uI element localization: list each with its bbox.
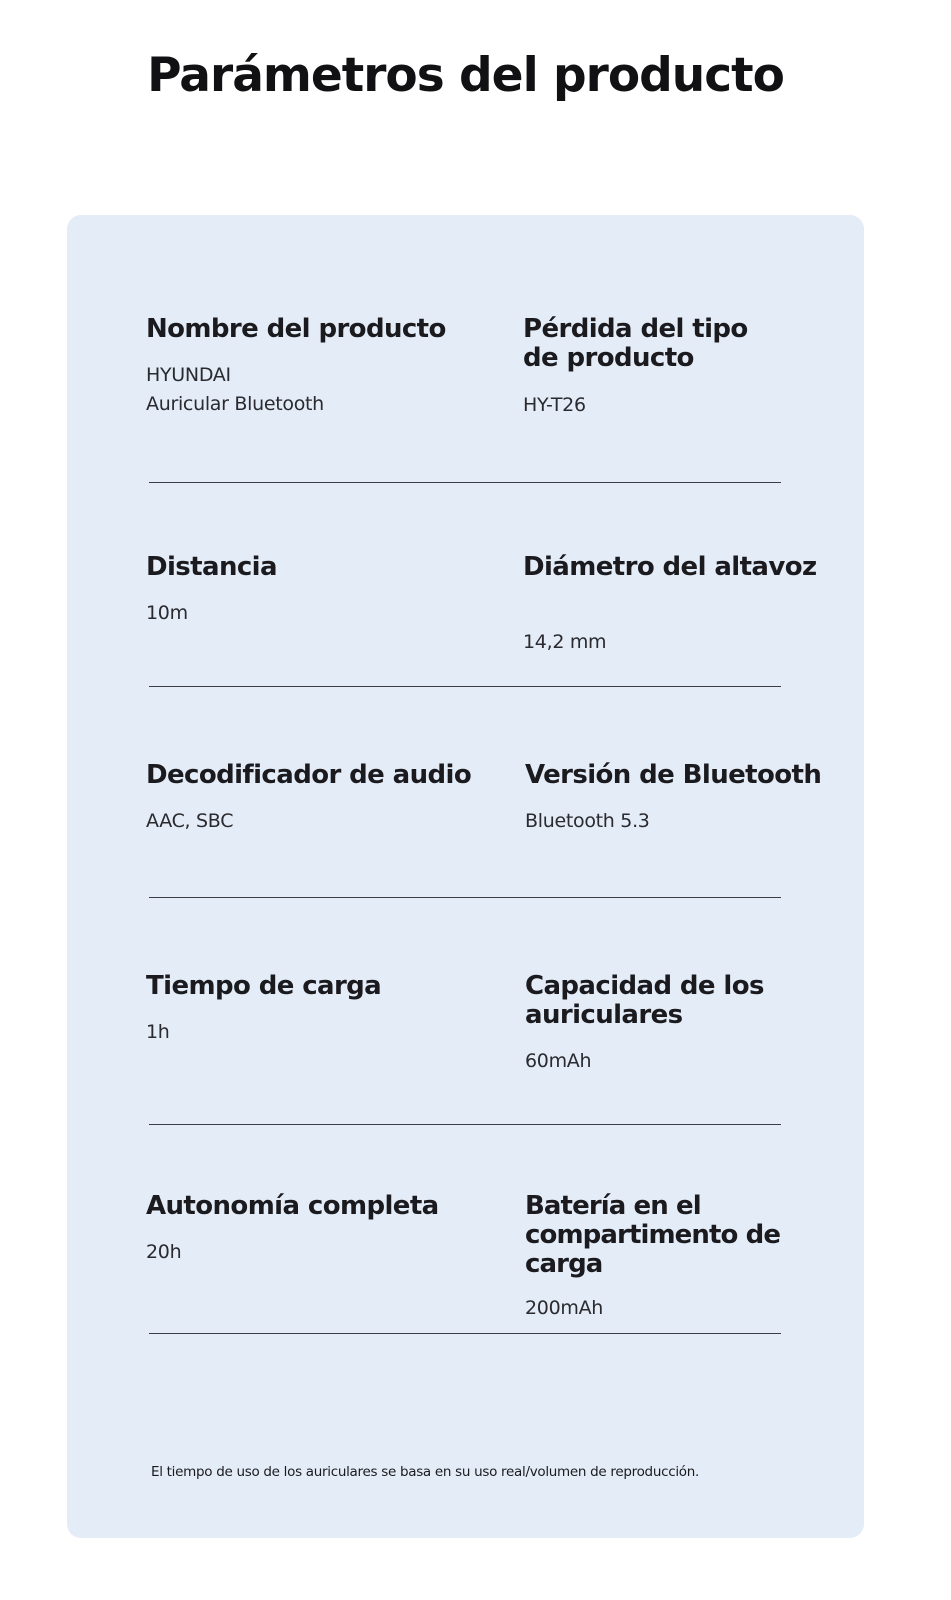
spec-item-speaker-diameter — [523, 553, 863, 657]
spec-item-product-type — [523, 315, 863, 420]
row-divider — [149, 897, 781, 898]
spec-label: Batería en el compartimento de carga — [525, 1191, 781, 1279]
spec-label: Autonomía completa — [146, 1191, 439, 1221]
spec-label: Tiempo de carga — [146, 971, 382, 1001]
spec-item-product-name — [146, 315, 486, 419]
spec-value: HYUNDAI Auricular Bluetooth — [146, 364, 324, 415]
spec-value: HY-T26 — [523, 394, 586, 416]
spec-label: Decodificador de audio — [146, 760, 472, 790]
spec-value: 60mAh — [525, 1050, 592, 1072]
spec-value: 1h — [146, 1021, 170, 1043]
spec-item-audio-codec — [146, 761, 486, 836]
spec-value: 14,2 mm — [523, 631, 607, 653]
spec-label: Nombre del producto — [146, 314, 446, 344]
row-divider — [149, 1124, 781, 1125]
spec-label: Capacidad de los auriculares — [525, 971, 764, 1030]
row-divider — [149, 686, 781, 687]
spec-card — [67, 215, 864, 1538]
spec-value: 200mAh — [525, 1297, 604, 1319]
spec-label: Distancia — [146, 552, 277, 582]
page-title: Parámetros del producto — [147, 48, 784, 103]
spec-item-distance — [146, 553, 486, 628]
spec-item-earbud-capacity — [525, 972, 865, 1076]
spec-value: AAC, SBC — [146, 810, 234, 832]
spec-item-full-autonomy — [146, 1192, 486, 1267]
spec-item-case-battery — [525, 1192, 859, 1323]
spec-value: 10m — [146, 602, 188, 624]
spec-item-charging-time — [146, 972, 486, 1047]
row-divider — [149, 1333, 781, 1334]
row-divider — [149, 482, 781, 483]
spec-label: Pérdida del tipo de producto — [523, 314, 748, 373]
spec-value: Bluetooth 5.3 — [525, 810, 650, 832]
spec-value: 20h — [146, 1241, 182, 1263]
spec-label: Diámetro del altavoz — [523, 552, 817, 582]
spec-item-bluetooth-version — [525, 761, 865, 836]
usage-note: El tiempo de uso de los auriculares se basa en su uso real/volumen de reproducción. — [151, 1464, 699, 1480]
spec-label: Versión de Bluetooth — [525, 760, 822, 790]
